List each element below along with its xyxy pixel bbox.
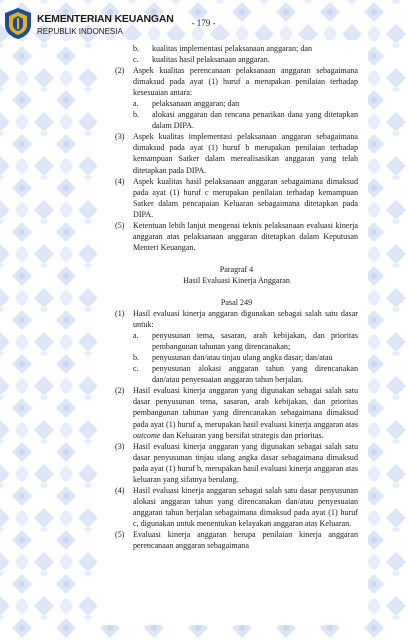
org-name: KEMENTERIAN KEUANGAN [37, 13, 174, 25]
pasal-ayat-1: (1) Hasil evaluasi kinerja anggaran digunakan sebagai salah satu dasar untuk: [115, 309, 358, 330]
pasal-ayat-5: (5) Evaluasi kinerja anggaran berupa penilaian kinerja anggaran perencanaan anggaran sebagaimana [115, 529, 358, 551]
page-number: - 179 - [191, 18, 216, 28]
pasal-ayat-2: (2) Hasil evaluasi kinerja anggaran yang digunakan sebagai salah satu dasar penyusunan tema, sasaran, arah kebijakan, dan prioritas pembangunan tahunan yang direncanakan sebagaimana dimaksud pada ayat (1) huruf a, merupakan hasil evaluasi kinerja anggaran atas outcome dan Keluaran yang bersifat strategis dan prioritas. [115, 386, 358, 440]
pasal-ayat-1-item-b: b. penyusunan dan/atau tinjau ulang angka dasar; dan/atau [133, 353, 333, 363]
pasal-heading: Pasal 249 [220, 297, 253, 307]
ayat-5: (5) Ketentuan lebih lanjut mengenai teknis pelaksanaan evaluasi kinerja anggaran atas pelaksanaan anggaran ditetapkan dalam Keputusan Menteri Keuangan. [115, 220, 358, 252]
ayat-3: (3) Aspek kualitas implementasi pelaksanaan anggaran sebagaimana dimaksud pada ayat (1) huruf b merupakan penilaian terhadap kemampuan Satker dalam merealisasikan anggaran yang telah ditetapkan pada DIPA. [115, 132, 358, 175]
paragraf-heading: Paragraf 4 [219, 264, 254, 274]
pasal-ayat-4: (4) Hasil evaluasi kinerja anggaran sebagai salah satu dasar penyusunan alokasi anggaran tahun yang direncanakan dan/atau penyesuaian anggaran tahun berjalan sebagaimana dimaksud pada ayat (1) huruf c, digunakan untuk menentukan kelayakan anggaran atas Keluaran. [115, 485, 358, 528]
org-subtitle: REPUBLIK INDONESIA [37, 27, 123, 36]
ayat-2-item-a: a. pelaksanaan anggaran; dan [133, 99, 240, 109]
ayat-4: (4) Aspek kualitas hasil pelaksanaan anggaran sebagaimana dimaksud pada ayat (1) huruf c merupakan penilaian terhadap kemampuan Satker dalam pencapaian Keluaran sebagaimana ditetapkan pada DIPA. [115, 176, 358, 219]
pasal-ayat-1-item-c: c. penyusunan alokasi anggaran tahun yang direncanakan dan/atau penyesuaian anggaran tahun berjalan. [133, 364, 358, 385]
list-item-c: c. kualitas hasil pelaksanaan anggaran. [133, 55, 270, 65]
page-header [0, 0, 407, 48]
ayat-2: (2) Aspek kualitas perencanaan pelaksanaan anggaran sebagaimana dimaksud pada ayat (1) huruf a merupakan penilaian terhadap kesesuaian antara: [115, 66, 358, 98]
pasal-ayat-1-item-a: a. penyusunan tema, sasaran, arah kebijakan, dan prioritas pembangunan tahunan yang direncanakan; [133, 331, 358, 352]
list-item-b: b. kualitas implementasi pelaksanaan anggaran; dan [133, 44, 313, 53]
paragraf-title: Hasil Evaluasi Kinerja Anggaran [183, 275, 290, 285]
ayat-2-item-b: b. alokasi anggaran dan rencana penarikan dana yang ditetapkan dalam DIPA. [133, 110, 358, 131]
pasal-ayat-3: (3) Hasil evaluasi kinerja anggaran yang digunakan sebagai salah satu dasar penyusunan tinjau ulang angka dasar sebagaimana dimaksud pada ayat (1) huruf b, merupakan hasil evaluasi kinerja anggaran atas keluaran yang sifatnya berulang. [115, 441, 358, 484]
document-body [115, 43, 358, 551]
